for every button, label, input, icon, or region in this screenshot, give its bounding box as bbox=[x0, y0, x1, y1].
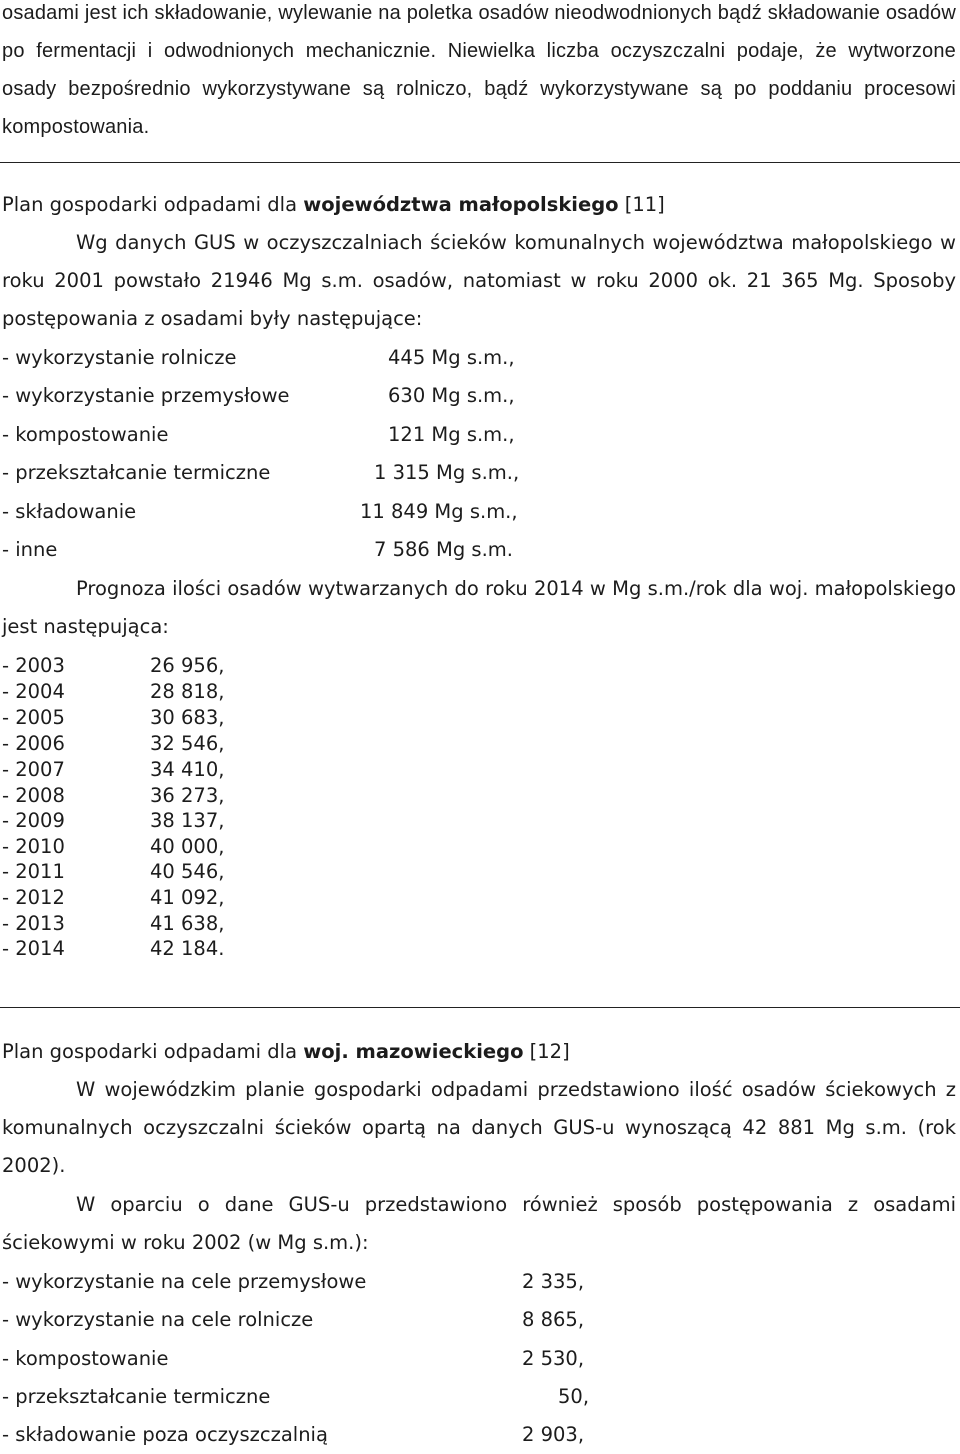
forecast-year: - 2006 bbox=[2, 732, 65, 755]
forecast-value: 40 000, bbox=[150, 835, 225, 858]
forecast-value: 30 683, bbox=[150, 706, 225, 729]
list-item bbox=[2, 731, 225, 757]
forecast-value: 38 137, bbox=[150, 809, 225, 832]
section1-heading bbox=[2, 186, 665, 224]
method-value: 1 315 Mg s.m., bbox=[374, 461, 520, 484]
method-label: - wykorzystanie na cele rolnicze bbox=[2, 1308, 314, 1331]
section1-heading-prefix: Plan gospodarki odpadami dla bbox=[2, 193, 304, 216]
list-item bbox=[2, 705, 225, 731]
section2-heading bbox=[2, 1033, 570, 1071]
list-item bbox=[2, 859, 225, 885]
list-item bbox=[2, 679, 225, 705]
list-item bbox=[2, 783, 225, 809]
forecast-year: - 2003 bbox=[2, 654, 65, 677]
method-label: - przekształcanie termiczne bbox=[2, 461, 271, 484]
list-item bbox=[2, 339, 515, 377]
method-label: - inne bbox=[2, 538, 58, 561]
forecast-value: 36 273, bbox=[150, 784, 225, 807]
forecast-value: 41 638, bbox=[150, 912, 225, 935]
section2-paragraph-2: W oparciu o dane GUS-u przedstawiono również sposób postępowania z osadami ściekowymi w roku 2002 (w Mg s.m.): bbox=[2, 1193, 956, 1254]
list-item bbox=[2, 885, 225, 911]
forecast-value: 28 818, bbox=[150, 680, 225, 703]
method-value: 445 Mg s.m., bbox=[388, 346, 515, 369]
list-item bbox=[2, 493, 518, 531]
section2-heading-prefix: Plan gospodarki odpadami dla bbox=[2, 1040, 304, 1063]
forecast-year: - 2007 bbox=[2, 758, 65, 781]
method-label: - wykorzystanie na cele przemysłowe bbox=[2, 1270, 367, 1293]
forecast-value: 42 184. bbox=[150, 937, 225, 960]
forecast-year: - 2014 bbox=[2, 937, 65, 960]
list-item bbox=[2, 1378, 590, 1416]
list-item bbox=[2, 416, 515, 454]
intro-paragraph: osadami jest ich składowanie, wylewanie na poletka osadów nieodwodnionych bądź składowanie osadów po fermentacji i odwodnionych mechanicznie. Niewielka liczba oczyszczalni podaje, że wytworzone osady bezpośrednio wykorzystywane są rolniczo, bądź wykorzystywane są po poddaniu procesowi kompostowania. bbox=[2, 2, 956, 138]
method-label: - kompostowanie bbox=[2, 423, 169, 446]
method-value: 121 Mg s.m., bbox=[388, 423, 515, 446]
method-label: - przekształcanie termiczne bbox=[2, 1385, 271, 1408]
method-value: 11 849 Mg s.m., bbox=[360, 500, 518, 523]
method-value: 50, bbox=[558, 1385, 590, 1408]
list-item bbox=[2, 653, 225, 679]
list-item bbox=[2, 911, 225, 937]
method-label: - składowanie bbox=[2, 500, 137, 523]
method-label: - składowanie poza oczyszczalnią bbox=[2, 1423, 328, 1446]
list-item bbox=[2, 834, 225, 860]
list-item bbox=[2, 1416, 585, 1454]
section2-paragraph-1: W wojewódzkim planie gospodarki odpadami przedstawiono ilość osadów ściekowych z komunalnych oczyszczalni ścieków opartą na danych GUS-u wynoszącą 42 881 Mg s.m. (rok 2002). bbox=[2, 1078, 956, 1177]
section1-heading-region: województwa małopolskiego bbox=[303, 193, 619, 216]
method-value: 2 903, bbox=[522, 1423, 585, 1446]
list-item bbox=[2, 757, 225, 783]
forecast-value: 34 410, bbox=[150, 758, 225, 781]
list-item bbox=[2, 1301, 585, 1339]
section-divider-top bbox=[0, 162, 960, 163]
forecast-year: - 2013 bbox=[2, 912, 65, 935]
forecast-year: - 2004 bbox=[2, 680, 65, 703]
list-item bbox=[2, 936, 225, 962]
method-label: - wykorzystanie przemysłowe bbox=[2, 384, 290, 407]
forecast-year: - 2011 bbox=[2, 860, 65, 883]
section1-paragraph: Wg danych GUS w oczyszczalniach ścieków komunalnych województwa małopolskiego w roku 2001 powstało 21946 Mg s.m. osadów, natomiast w roku 2000 ok. 21 365 Mg. Sposoby postępowania z osadami były następujące: bbox=[2, 231, 956, 330]
forecast-year: - 2005 bbox=[2, 706, 65, 729]
method-value: 630 Mg s.m., bbox=[388, 384, 515, 407]
method-value: 2 530, bbox=[522, 1347, 585, 1370]
forecast-value: 41 092, bbox=[150, 886, 225, 909]
method-value: 8 865, bbox=[522, 1308, 585, 1331]
forecast-value: 40 546, bbox=[150, 860, 225, 883]
forecast-year: - 2010 bbox=[2, 835, 65, 858]
forecast-year: - 2012 bbox=[2, 886, 65, 909]
section2-heading-region: woj. mazowieckiego bbox=[303, 1040, 524, 1063]
method-value: 7 586 Mg s.m. bbox=[374, 538, 513, 561]
list-item bbox=[2, 531, 513, 569]
forecast-value: 26 956, bbox=[150, 654, 225, 677]
list-item bbox=[2, 1263, 585, 1301]
list-item bbox=[2, 1340, 585, 1378]
method-label: - wykorzystanie rolnicze bbox=[2, 346, 237, 369]
list-item bbox=[2, 454, 520, 492]
forecast-intro: Prognoza ilości osadów wytwarzanych do roku 2014 w Mg s.m./rok dla woj. małopolskiego jest następująca: bbox=[2, 577, 956, 638]
section2-heading-ref: [12] bbox=[523, 1040, 570, 1063]
forecast-value: 32 546, bbox=[150, 732, 225, 755]
section-divider bbox=[0, 1007, 960, 1008]
forecast-year: - 2009 bbox=[2, 809, 65, 832]
list-item bbox=[2, 808, 225, 834]
method-label: - kompostowanie bbox=[2, 1347, 169, 1370]
section1-heading-ref: [11] bbox=[618, 193, 665, 216]
forecast-year: - 2008 bbox=[2, 784, 65, 807]
method-value: 2 335, bbox=[522, 1270, 585, 1293]
list-item bbox=[2, 377, 515, 415]
